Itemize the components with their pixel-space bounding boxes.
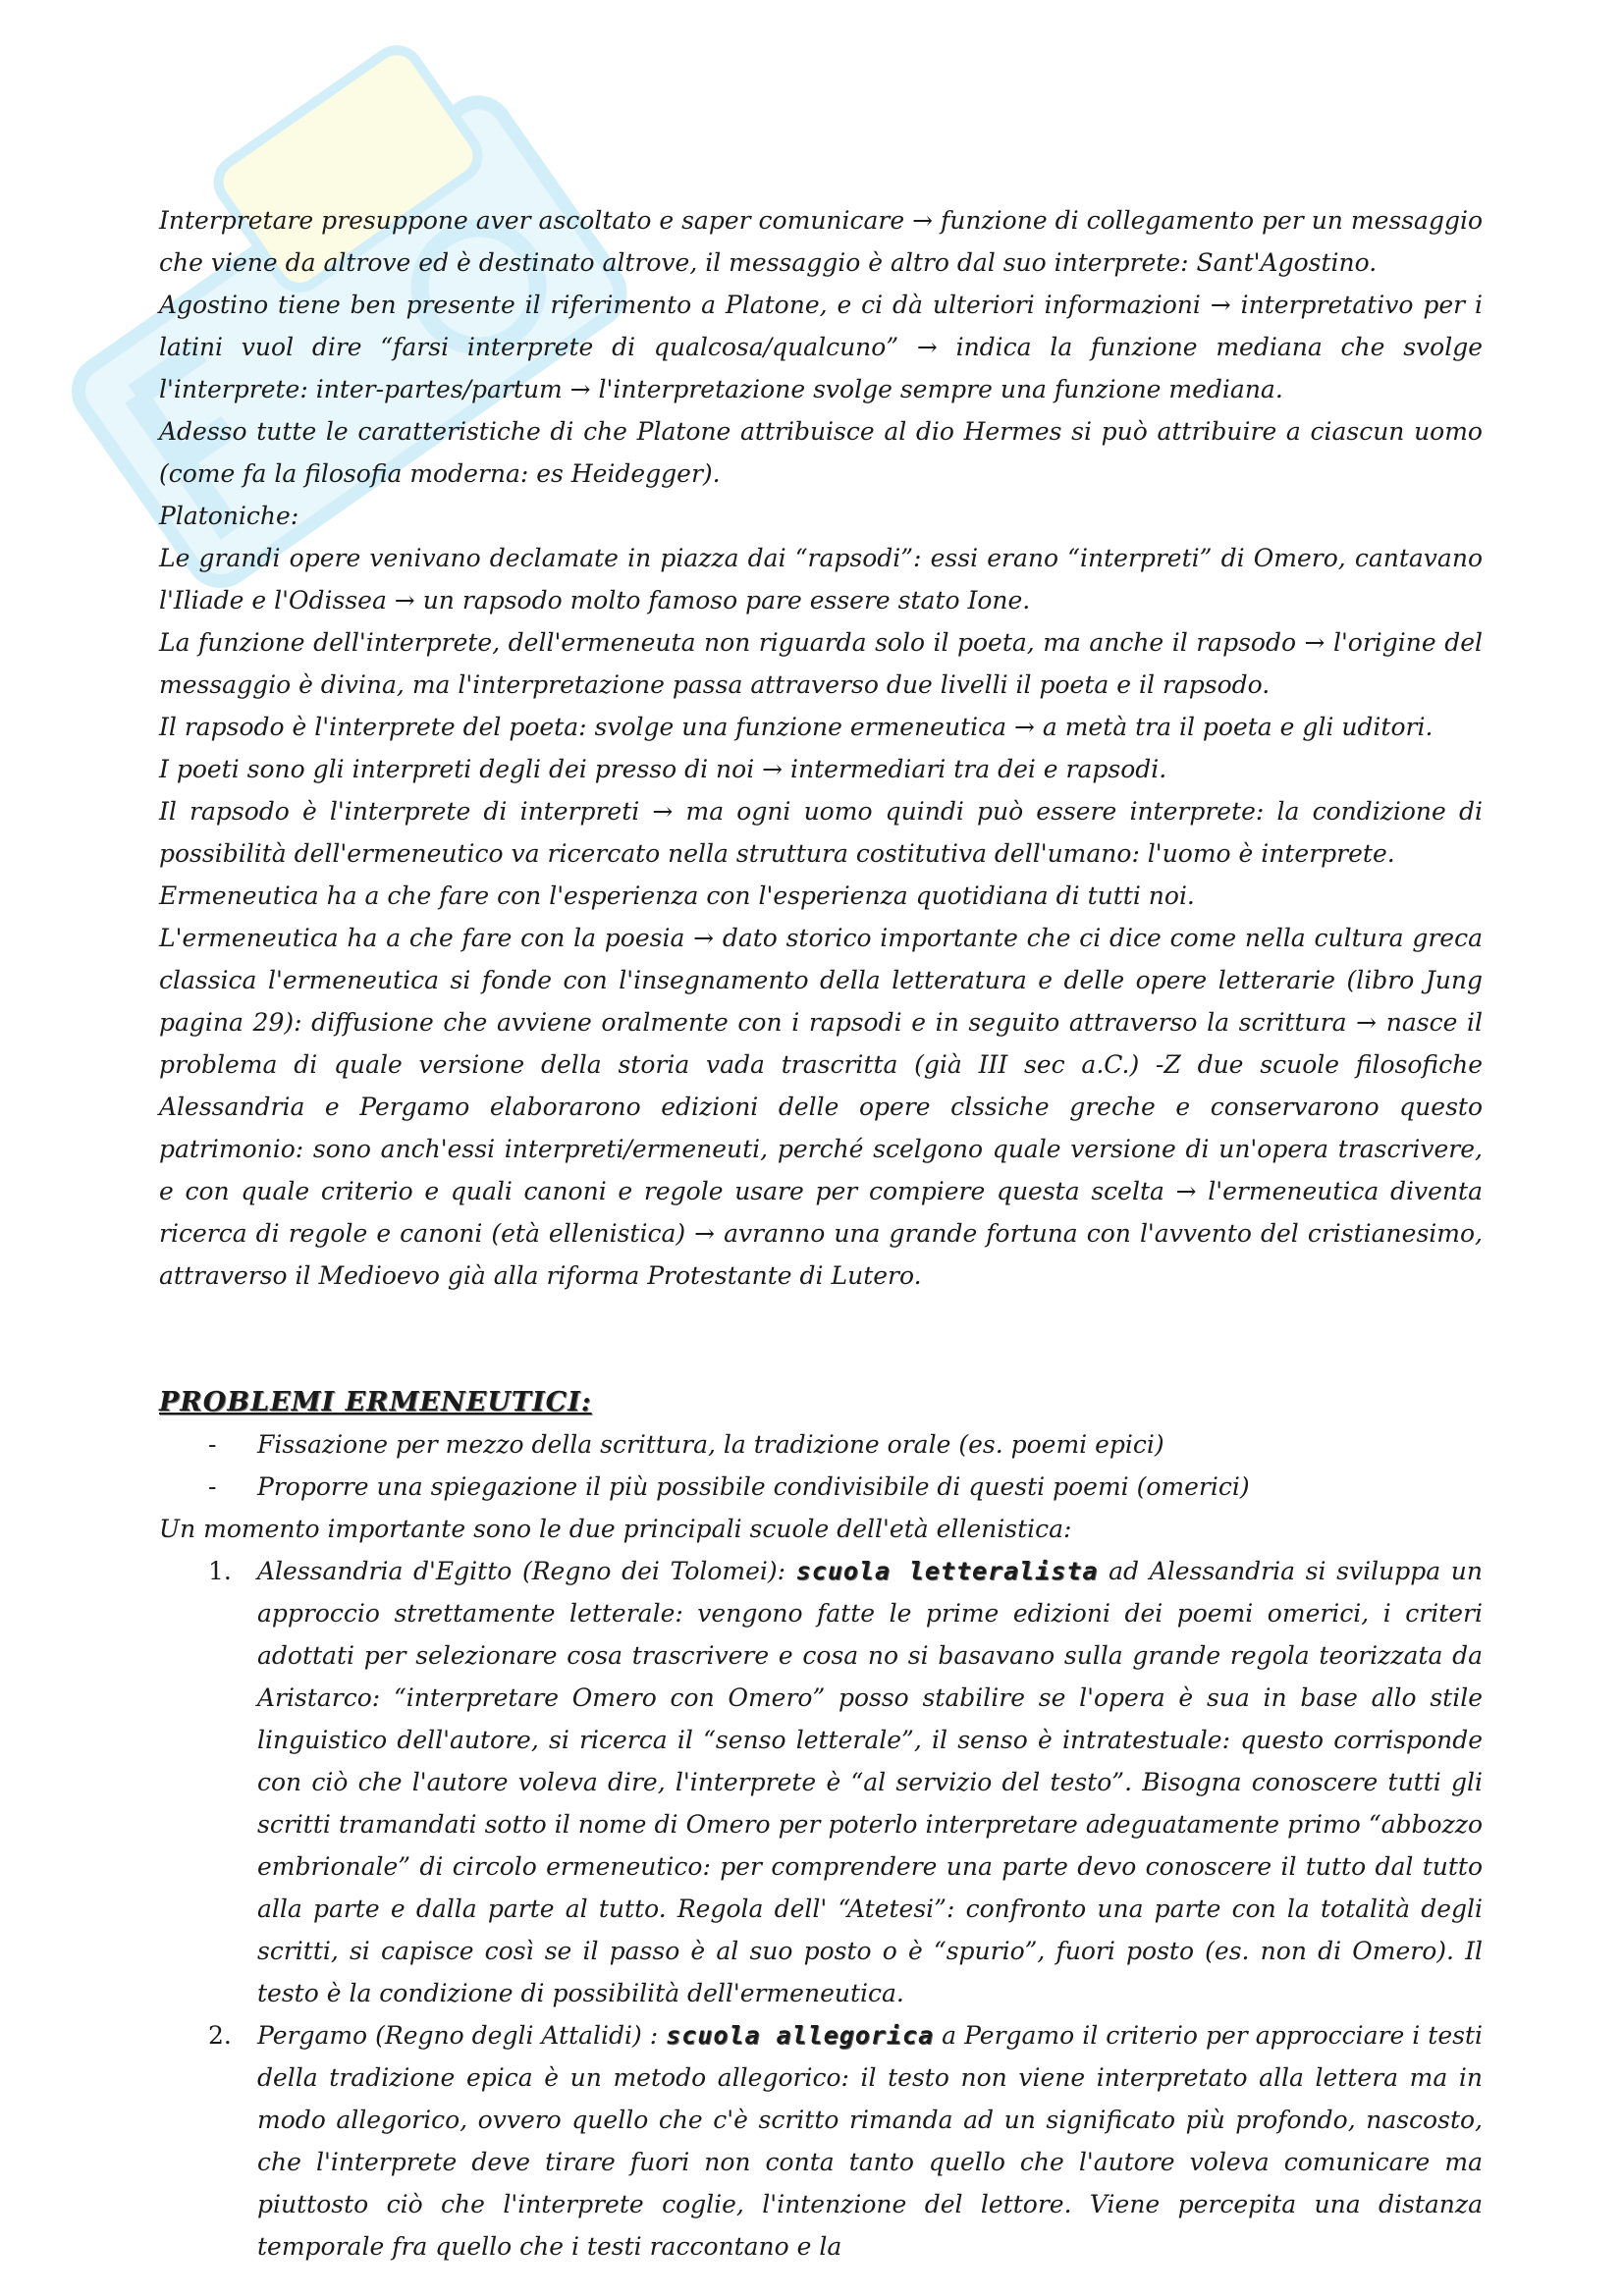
- list-item: [208, 1550, 1483, 2014]
- list-item: [208, 2014, 1484, 2268]
- school-name: scuola allegorica: [666, 2021, 935, 2050]
- paragraph: Adesso tutte le caratteristiche di che Platone attribuisce al dio Hermes si può attribuire a ciascun uomo (come fa la filosofia moderna: es Heidegger).: [159, 417, 1483, 488]
- spacer: [159, 1297, 1483, 1381]
- paragraph: Platoniche:: [159, 502, 299, 530]
- school-text: a Pergamo il criterio per approcciare i testi della tradizione epica è un metodo allegorico: il testo non viene interpretato alla lettera ma in modo allegorico, ovvero quello che c'è scritto rimanda ad un significato più profondo, nascosto, che l'interprete deve tirare fuori non conta tanto quello che l'autore voleva comunicare ma piuttosto ciò che l'interprete coglie, l'intenzione del lettore. Viene percepita una distanza temporale fra quello che i testi raccontano e la: [257, 2021, 1484, 2261]
- list-item: - Fissazione per mezzo della scrittura, la tradizione orale (es. poemi epici): [208, 1423, 1483, 1466]
- paragraph: Interpretare presuppone aver ascoltato e saper comunicare → funzione di collegamento per un messaggio che viene da altrove ed è destinato altrove, il messaggio è altro dal suo interprete: Sant'Agostino.: [159, 206, 1483, 277]
- school-text: ad Alessandria si sviluppa un approccio strettamente letterale: vengono fatte le prime edizioni dei poemi omerici, i criteri adottati per selezionare cosa trascrivere e cosa no si basavano sulla grande regola teorizzata da Aristarco: “interpretare Omero con Omero” posso stabilire se l'opera è sua in base allo stile linguistico dell'autore, si ricerca il “senso letterale”, il senso è intratestuale: questo corrisponde con ciò che l'autore voleva dire, l'interprete è “al servizio del testo”. Bisogna conoscere tutti gli scritti tramandati sotto il nome di Omero per poterlo interpretare adeguatamente primo “abbozzo embrionale” di circolo ermeneutico: per comprendere una parte devo conoscere il tutto dal tutto alla parte e dalla parte al tutto. Regola dell' “Atetesi”: confronto una parte con la totalità degli scritti, si capisce così se il passo è al suo posto o è “spurio”, fuori posto (es. non di Omero). Il testo è la condizione di possibilità dell'ermeneutica.: [257, 1557, 1483, 2007]
- school-prefix: Pergamo (Regno degli Attalidi) :: [257, 2021, 667, 2050]
- section-heading: PROBLEMI ERMENEUTICI:: [159, 1387, 592, 1417]
- list-number: 2.: [208, 2021, 232, 2050]
- list-item: - Proporre una spiegazione il più possibile condivisibile di questi poemi (omerici): [208, 1466, 1483, 1508]
- paragraph: L'ermeneutica ha a che fare con la poesia → dato storico importante che ci dice come nella cultura greca classica l'ermeneutica si fonde con l'insegnamento della letteratura e delle opere letterarie (libro Jung pagina 29): diffusione che avviene oralmente con i rapsodi e in seguito attraverso la scrittura → nasce il problema di quale versione della storia vada trascritta (già III sec a.C.) -Z due scuole filosofiche Alessandria e Pergamo elaborarono edizioni delle opere clssiche greche e conservarono questo patrimonio: sono anch'essi interpreti/ermeneuti, perché scelgono quale versione di un'opera trascrivere, e con quale criterio e quali canoni e regole usare per compiere questa scelta → l'ermeneutica diventa ricerca di regole e canoni (età ellenistica) → avranno una grande fortuna con l'avvento del cristianesimo, attraverso il Medioevo già alla riforma Protestante di Lutero.: [159, 924, 1483, 1290]
- paragraph: Ermeneutica ha a che fare con l'esperienza con l'esperienza quotidiana di tutti noi.: [159, 881, 1195, 910]
- school-name: scuola letteralista: [795, 1557, 1099, 1585]
- document-page: [159, 199, 1483, 2268]
- paragraph: Il rapsodo è l'interprete del poeta: svolge una funzione ermeneutica → a metà tra il poeta e gli uditori.: [159, 713, 1434, 741]
- paragraph: La funzione dell'interprete, dell'ermeneuta non riguarda solo il poeta, ma anche il rapsodo → l'origine del messaggio è divina, ma l'interpretazione passa attraverso due livelli il poeta e il rapsodo.: [159, 628, 1483, 699]
- paragraph: Agostino tiene ben presente il riferimento a Platone, e ci dà ulteriori informazioni → interpretativo per i latini vuol dire “farsi interprete di qualcosa/qualcuno” → indica la funzione mediana che svolge l'interprete: inter-partes/partum → l'interpretazione svolge sempre una funzione mediana.: [159, 291, 1483, 403]
- section-intro: Un momento importante sono le due principali scuole dell'età ellenistica:: [159, 1515, 1072, 1543]
- paragraph: I poeti sono gli interpreti degli dei presso di noi → intermediari tra dei e rapsodi.: [159, 755, 1167, 783]
- bullet-list: [159, 1423, 1483, 1508]
- paragraph: Il rapsodo è l'interprete di interpreti → ma ogni uomo quindi può essere interprete: la condizione di possibilità dell'ermeneutico va ricercato nella struttura costitutiva dell'umano: l'uomo è interprete.: [159, 797, 1483, 868]
- list-number: 1.: [208, 1557, 232, 1585]
- paragraph: Le grandi opere venivano declamate in piazza dai “rapsodi”: essi erano “interpreti” di Omero, cantavano l'Iliade e l'Odissea → un rapsodo molto famoso pare essere stato Ione.: [159, 544, 1483, 614]
- schools-list: [159, 1550, 1483, 2268]
- school-prefix: Alessandria d'Egitto (Regno dei Tolomei):: [257, 1557, 796, 1585]
